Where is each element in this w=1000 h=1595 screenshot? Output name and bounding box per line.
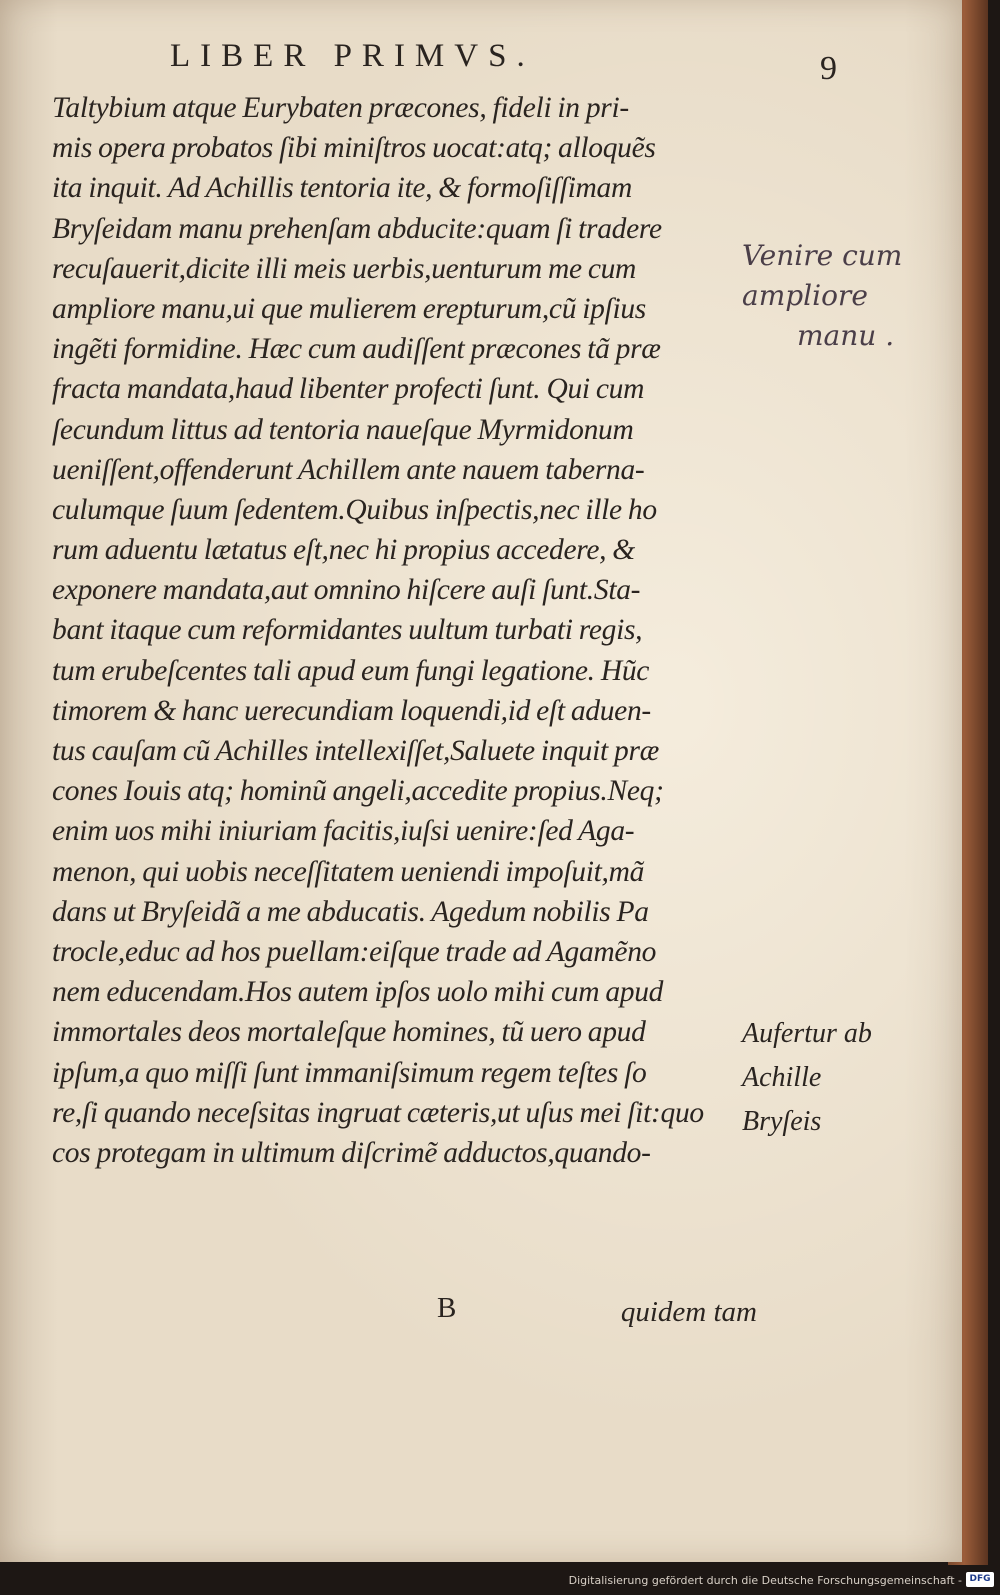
text-line: tum erubeſcentes tali apud eum fungi legatione. Hũc xyxy=(52,654,650,687)
signature-mark: B xyxy=(437,1292,457,1324)
running-head: LIBER PRIMVS. xyxy=(170,38,535,74)
text-line: Taltybium atque Eurybaten præcones, fideli in pri- xyxy=(52,92,629,124)
text-line: ingẽti formidine. Hæc cum audiſſent præcones tã præ xyxy=(52,333,661,366)
text-line: dans ut Bryſeidã a me abducatis. Agedum nobilis Pa xyxy=(52,895,649,928)
text-line: ita inquit. Ad Achillis tentoria ite, & formoſiſſimam xyxy=(52,172,632,205)
footer-bar xyxy=(0,1565,1000,1595)
text-line: re,ſi quando neceſsitas ingruat cæteris,ut uſus mei ſit:quo xyxy=(52,1096,704,1129)
handwritten-margin-note xyxy=(742,236,962,356)
printed-sidenote xyxy=(742,1012,942,1144)
text-line: timorem & hanc uerecundiam loquendi,id eſt aduen- xyxy=(52,694,651,727)
text-line: cones Iouis atq; hominũ angeli,accedite propius.Neq; xyxy=(52,775,664,808)
catchword: quidem tam xyxy=(620,1296,757,1328)
text-line: fracta mandata,haud libenter profecti ſunt. Qui cum xyxy=(52,373,645,406)
text-line: nem educendam.Hos autem ipſos uolo mihi cum apud xyxy=(52,976,664,1009)
text-line: ampliore manu,ui que mulierem erepturum,cũ ipſius xyxy=(52,292,646,325)
text-line: menon, qui uobis neceſſitatem ueniendi impoſuit,mã xyxy=(52,855,645,888)
handnote-line: manu . xyxy=(797,319,895,352)
sidenote-line: Achille xyxy=(742,1062,822,1093)
text-line: cos protegam in ultimum diſcrimẽ adductos,quando- xyxy=(52,1136,651,1169)
text-line: trocle,educ ad hos puellam:eiſque trade ad Agamẽno xyxy=(52,935,657,968)
footer-credit: Digitalisierung gefördert durch die Deutsche Forschungsgemeinschaft - xyxy=(568,1574,962,1587)
page-number: 9 xyxy=(820,50,837,87)
sidenote-line: Bryſeis xyxy=(742,1106,822,1137)
text-line: culumque ſuum ſedentem.Quibus inſpectis,nec ille ho xyxy=(52,493,657,526)
text-line: enim uos mihi iniuriam facitis,iuſsi uenire:ſed Aga- xyxy=(52,815,635,848)
text-line: exponere mandata,aut omnino hiſcere auſi ſunt.Sta- xyxy=(52,574,641,607)
page-foot xyxy=(52,1292,757,1332)
body-text xyxy=(52,88,757,1173)
text-line: bant itaque cum reformidantes uultum turbati regis, xyxy=(52,614,643,647)
sidenote-line: Aufertur ab xyxy=(742,1018,872,1049)
text-line: mis opera probatos ſibi miniſtros uocat:atq; alloquẽs xyxy=(52,132,656,165)
text-line: tus cauſam cũ Achilles intellexiſſet,Saluete inquit præ xyxy=(52,735,659,767)
text-line: recuſauerit,dicite illi meis uerbis,uenturum me cum xyxy=(52,252,637,285)
handnote-line: ampliore xyxy=(742,279,868,312)
text-line: ſecundum littus ad tentoria naueſque Myrmidonum xyxy=(52,413,634,446)
handnote-line: Venire cum xyxy=(742,239,903,272)
dfg-logo: DFG xyxy=(966,1572,994,1587)
text-line: ueniſſent,offenderunt Achillem ante nauem taberna- xyxy=(52,453,645,486)
text-line: immortales deos mortaleſque homines, tũ uero apud xyxy=(52,1016,646,1049)
text-line: Bryſeidam manu prehenſam abducite:quam ſi tradere xyxy=(52,212,662,245)
text-line: ipſum,a quo miſſi ſunt immaniſsimum regem teſtes ſo xyxy=(52,1056,647,1089)
text-line: rum aduentu lætatus eſt,nec hi propius accedere, & xyxy=(52,534,635,567)
